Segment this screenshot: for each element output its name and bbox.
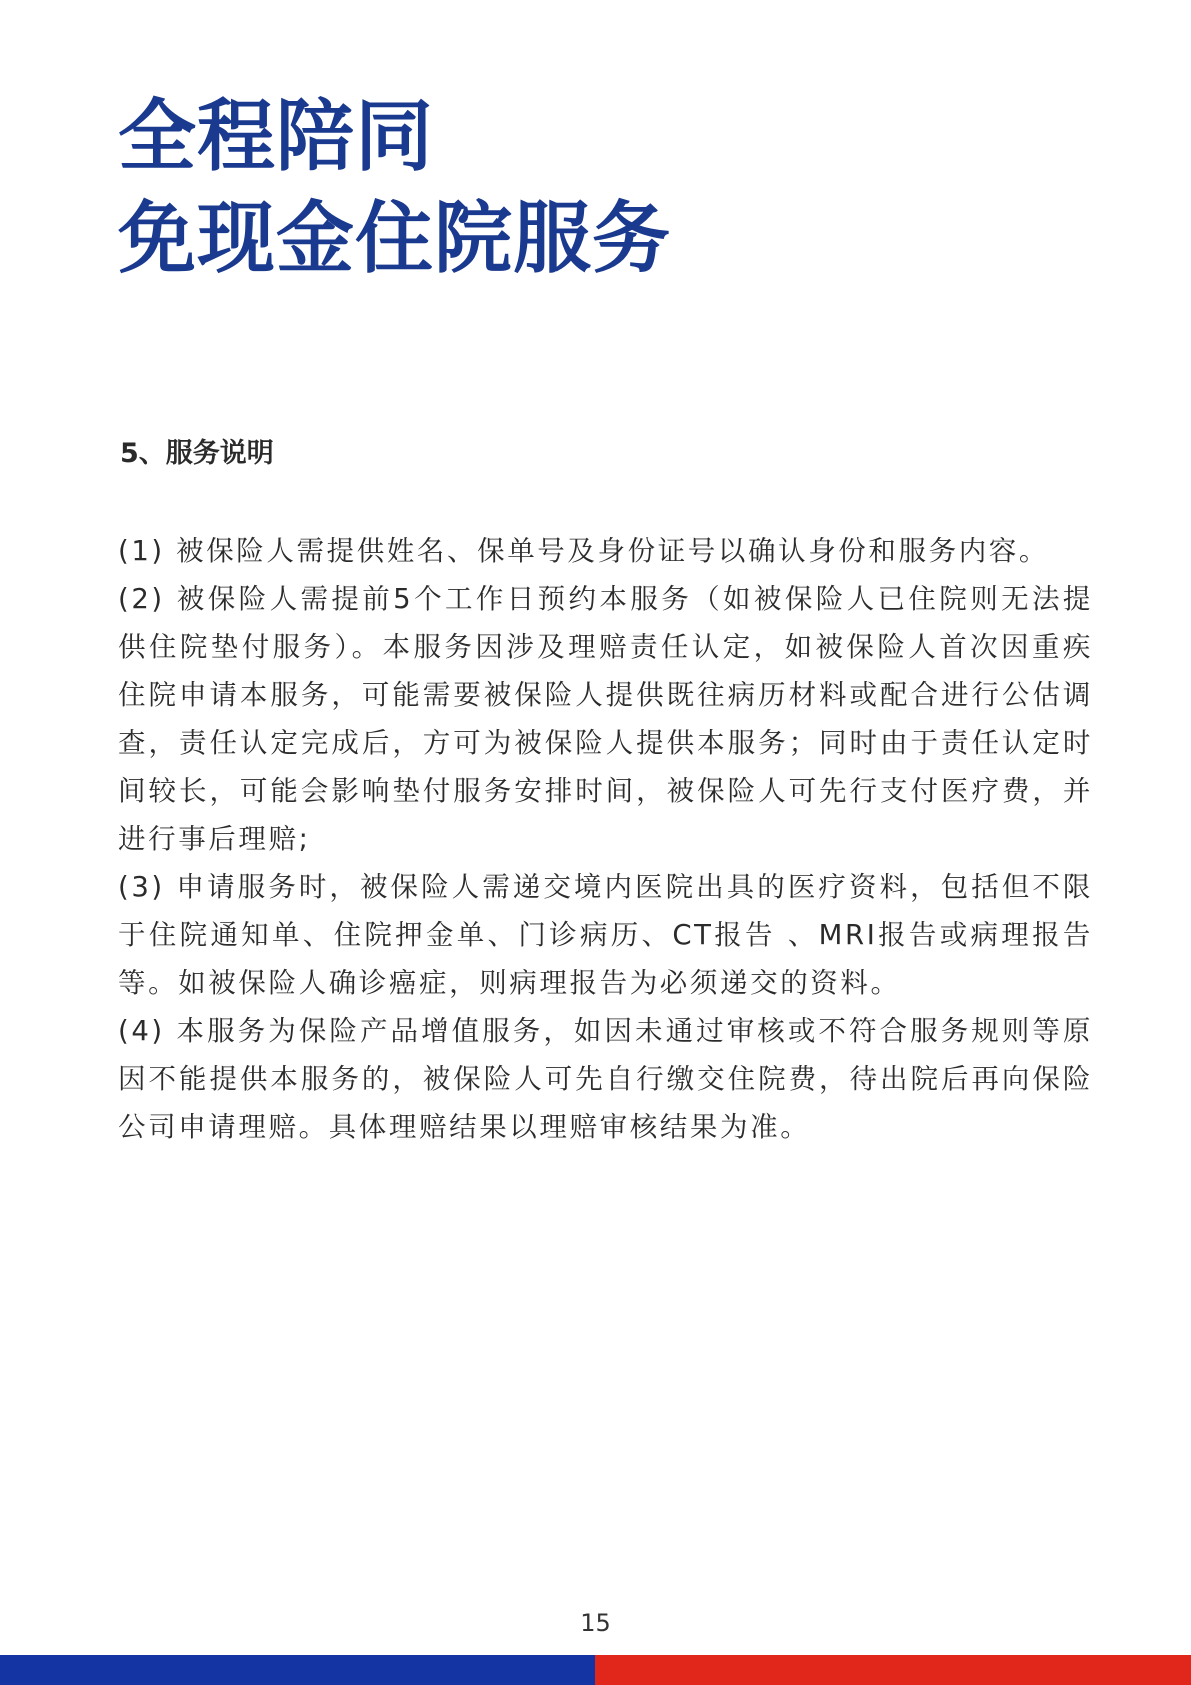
footer-bar-blue bbox=[0, 1655, 595, 1685]
page-title bbox=[118, 86, 671, 290]
page-number: 15 bbox=[580, 1609, 611, 1637]
paragraph-2: (2) 被保险人需提前5个工作日预约本服务（如被保险人已住院则无法提供住院垫付服务）。本服务因涉及理赔责任认定，如被保险人首次因重疾住院申请本服务，可能需要被保险人提供既往病历材料或配合进行公估调查，责任认定完成后，方可为被保险人提供本服务；同时由于责任认定时间较长，可能会影响垫付服务安排时间，被保险人可先行支付医疗费，并进行事后理赔; bbox=[118, 583, 1093, 855]
footer-color-bar bbox=[0, 1655, 1191, 1685]
title-line-1: 全程陪同 bbox=[118, 92, 435, 182]
paragraph-1: (1) 被保险人需提供姓名、保单号及身份证号以确认身份和服务内容。 bbox=[118, 535, 1049, 567]
service-description bbox=[118, 527, 1093, 1151]
paragraph-4: (4) 本服务为保险产品增值服务，如因未通过审核或不符合服务规则等原因不能提供本服务的，被保险人可先自行缴交住院费，待出院后再向保险公司申请理赔。具体理赔结果以理赔审核结果为准。 bbox=[118, 1015, 1093, 1143]
section-heading: 5、服务说明 bbox=[120, 438, 274, 469]
title-line-2: 免现金住院服务 bbox=[118, 194, 672, 284]
paragraph-3: (3) 申请服务时，被保险人需递交境内医院出具的医疗资料，包括但不限于住院通知单、住院押金单、门诊病历、CT报告 、MRI报告或病理报告等。如被保险人确诊癌症，则病理报告为必须递交的资料。 bbox=[118, 871, 1093, 999]
footer-bar-red bbox=[595, 1655, 1191, 1685]
